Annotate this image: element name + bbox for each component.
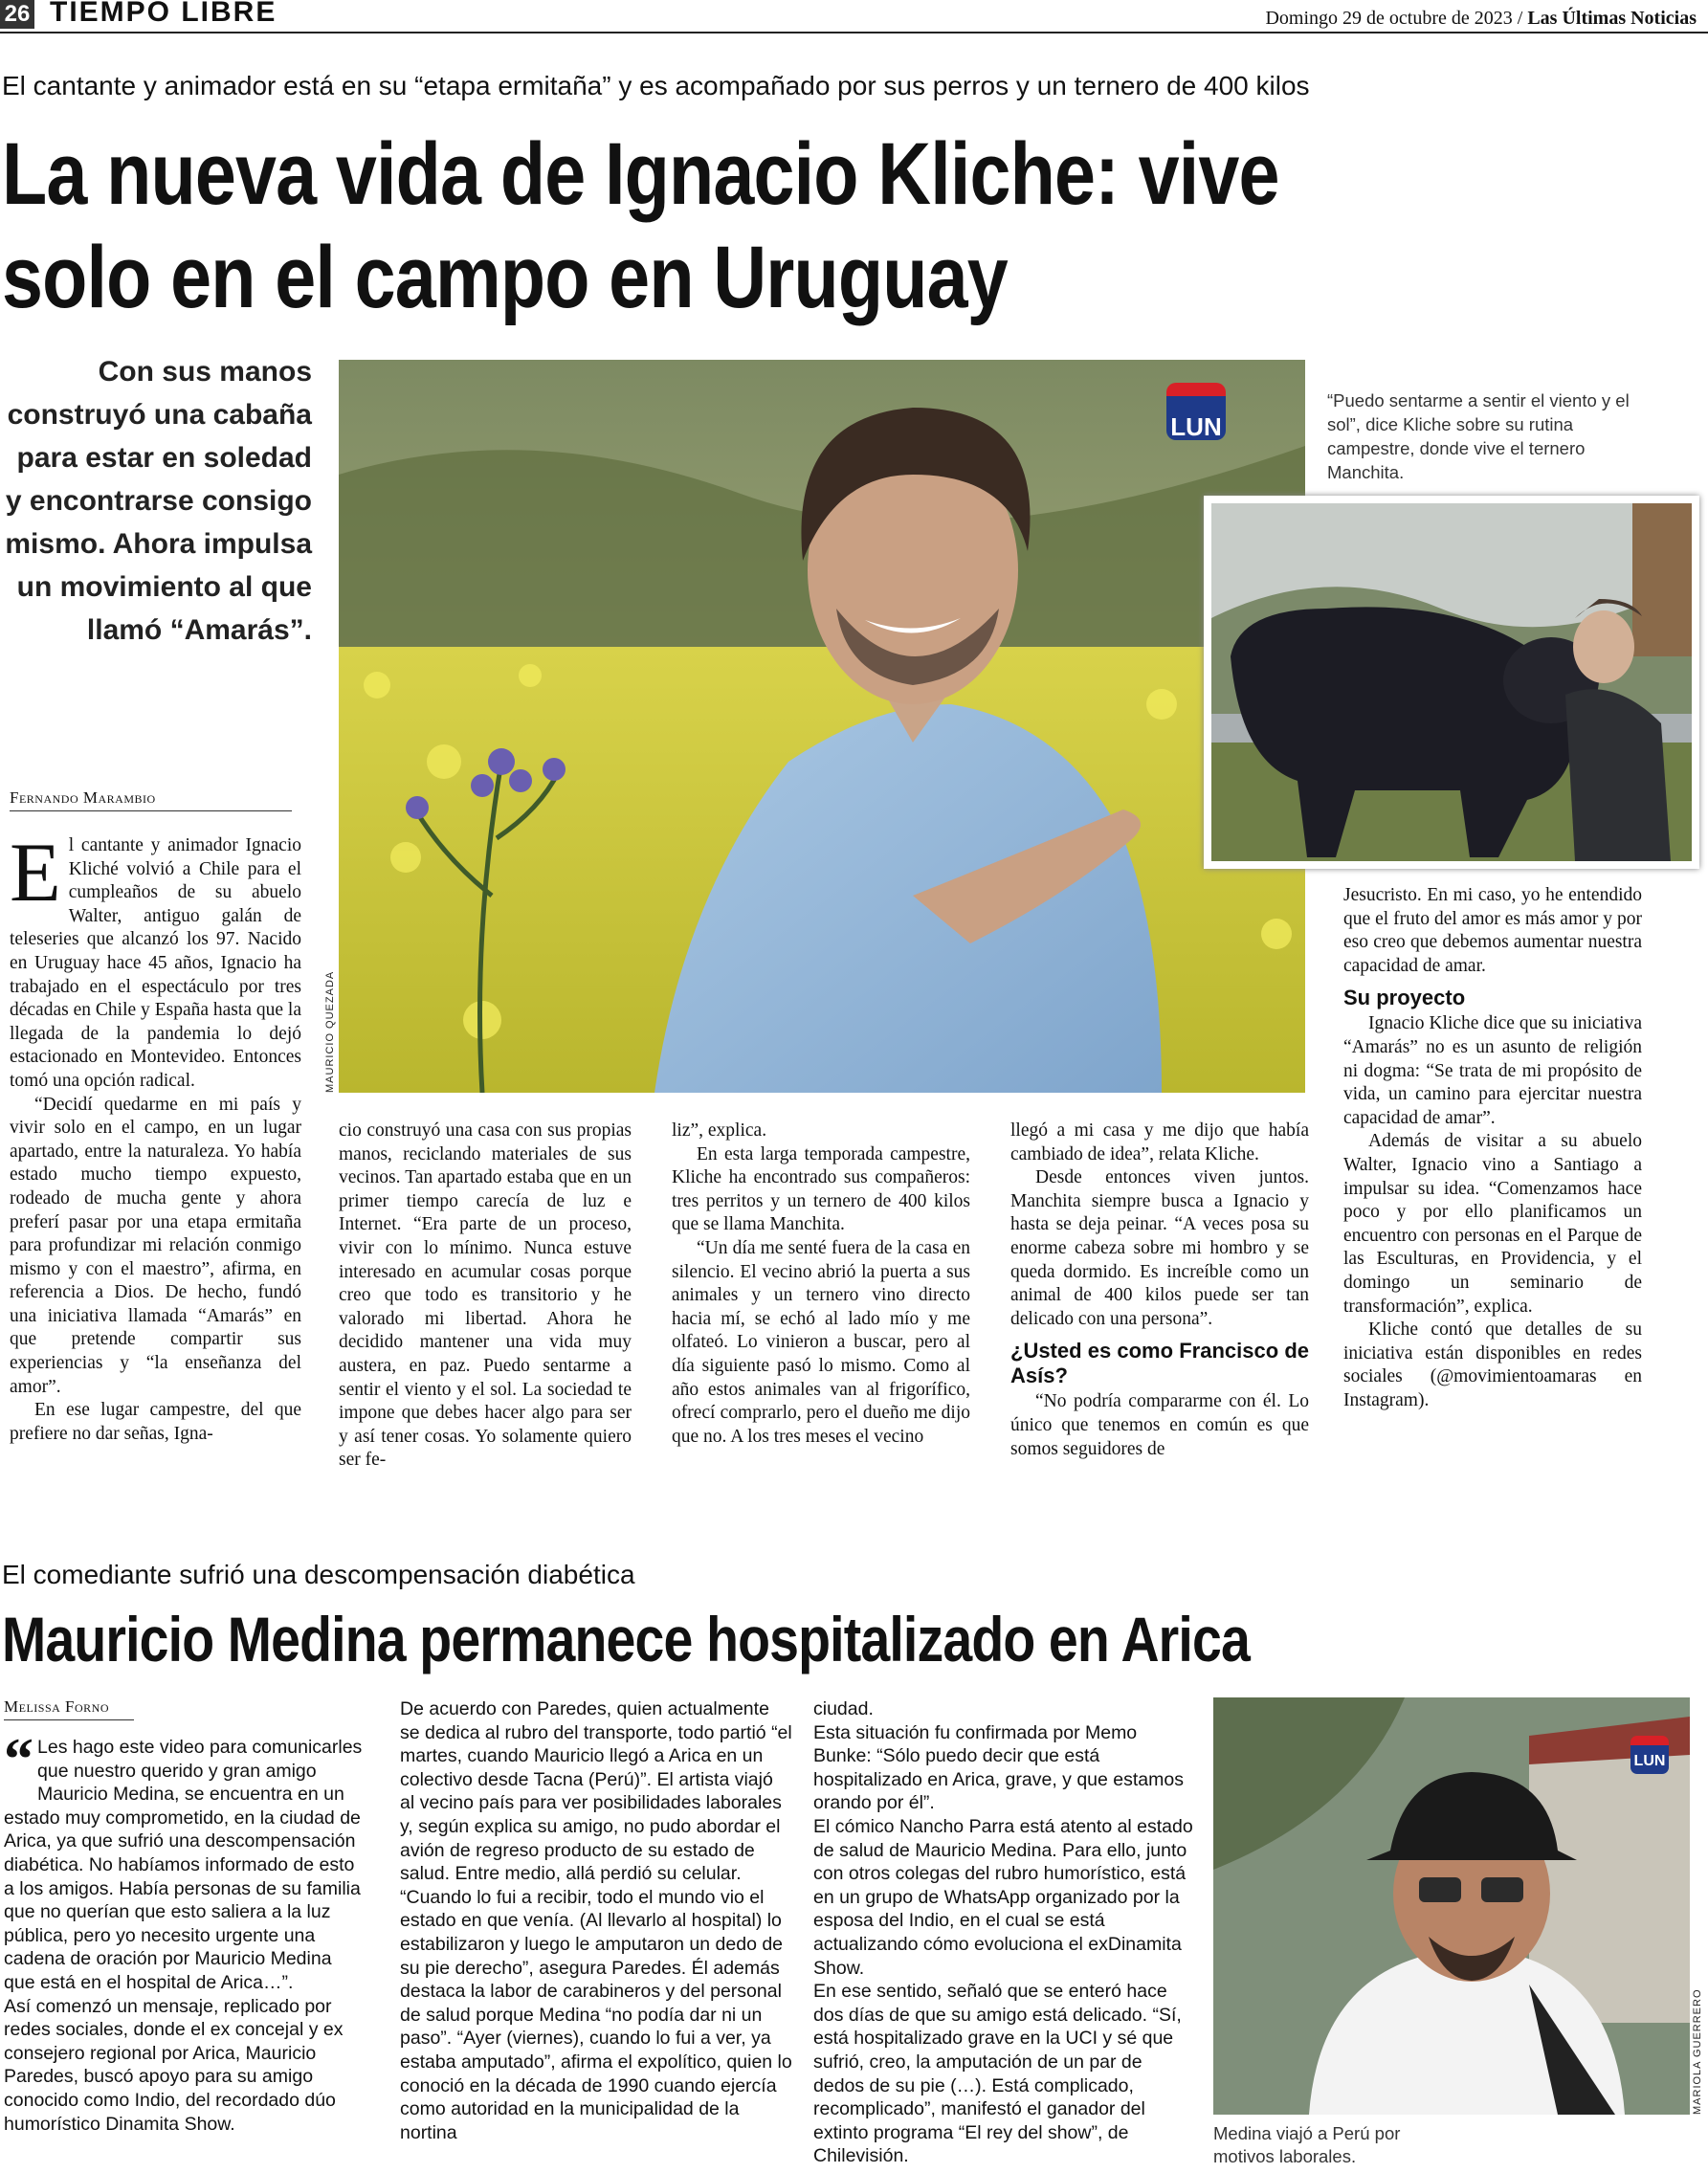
newspaper-name: Las Últimas Noticias xyxy=(1527,8,1697,29)
article2-col2-paragraph: “Cuando lo fui a recibir, todo el mundo vio el estado en que venía. (Al llevarlo al hospital) lo estabilizaron y luego le amputaron un dedo de su pie derecho”, asegura Paredes. Él además destaca la labor de carabineros y del personal de salud porque Medina “no podía dar ni un paso”. “Ayer (viernes), cuando lo fui a ver, ya estaba amputado”, afirma el expolítico, quien lo conoció en la década de 1990 cuando ejercía como autoridad en la municipalidad de la nortina xyxy=(400,1886,792,2143)
article1-col2-paragraph: cio construyó una casa con sus propias manos, reciclando materiales de sus vecinos. Tan apartado estaba que en un primer tiempo carecía de luz e Internet. “Era parte de un proceso, vivir con lo mínimo. Nunca estuve interesado en acumular cosas porque creo que todo es transitorio y he valorado mi libertad. Ahora he decidido mantener una vida muy austera, en paz. Puedo sentarme a sentir el viento y el sol. La sociedad te impone que debes hacer algo para ser y así tener cosas. Yo solamente quiero ser fe- xyxy=(339,1120,632,1471)
article1-column-2 xyxy=(339,1120,632,1504)
article1-col5-paragraph: Ignacio Kliche dice que su iniciativa “Amarás” no es un asunto de religión ni dogma: “Se trata de mi propósito de vida, un camino para ejercitar nuestra capacidad de amar”. xyxy=(1343,1013,1642,1128)
medina-photo-credit: MARIOLA GUERRERO xyxy=(1692,1988,1703,2115)
page-number: 26 xyxy=(0,0,34,29)
article2-column-2 xyxy=(400,1697,792,2170)
article2-col3-paragraph: El cómico Nancho Parra está atento al estado de salud de Mauricio Medina. Para ello, junto con otros colegas del rubro humorístico, está en un grupo de WhatsApp organizado por la esposa del Indio, en el cual se está actualizando cómo evoluciona el exDinamita Show. xyxy=(813,1815,1193,1979)
main-photo xyxy=(339,360,1305,1093)
article1-headline-line2: solo en el campo en Uruguay xyxy=(2,229,1008,326)
calf-photo-illustration xyxy=(1211,503,1692,861)
article2-col3-paragraph: ciudad. xyxy=(813,1698,874,1719)
article2-col1-paragraph: Así comenzó un mensaje, replicado por redes sociales, donde el ex concejal y ex consejero regional por Arica, Mauricio Paredes, buscó apoyo para su amigo conocido como Indio, del recordado dúo humorístico Dinamita Show. xyxy=(4,1995,344,2135)
article1-col4-paragraph: Desde entonces viven juntos. Manchita siempre busca a Ignacio y hasta se deja peinar. “A veces posa su enorme cabeza sobre mi hombro y se queda dormido. Es increíble como un animal de 400 kilos puede ser tan delicado con una persona”. xyxy=(1010,1167,1309,1329)
main-photo-credit: MAURICIO QUEZADA xyxy=(324,970,336,1093)
medina-photo-illustration xyxy=(1213,1697,1690,2115)
article2-col3-paragraph: Esta situación fu confirmada por Memo Bunke: “Sólo puedo decir que está hospitalizado en Arica, grave, y que estamos orando por él”. xyxy=(813,1721,1184,1814)
article1-col1-paragraph: En ese lugar campestre, del que prefiere no dar señas, Igna- xyxy=(10,1400,301,1444)
article1-dropcap: E xyxy=(10,834,61,920)
article1-col1-paragraph: “Decidí quedarme en mi país y vivir solo en el campo, en un lugar apartado, entre la naturaleza. Yo había estado mucho tiempo expuesto, rodeado de mucha gente y ahora preferí pasar por una etapa ermitaña para profundizar mi relación conmigo mismo y con el maestro”, afirma, en referencia a Dios. De hecho, fundó una iniciativa llamada “Amarás” en que pretende compartir sus experiencias y “la enseñanza del amor”. xyxy=(10,1094,301,1397)
date-separator: / xyxy=(1517,8,1523,29)
article1-column-3 xyxy=(672,1120,970,1504)
article1-column-1 xyxy=(10,834,301,1504)
article1-subhead-proyecto: Su proyecto xyxy=(1343,986,1466,1010)
article2-quote-mark: “ xyxy=(4,1736,33,1792)
article1-headline-line1: La nueva vida de Ignacio Kliche: vive xyxy=(2,125,1279,223)
article1-col4-paragraph: llegó a mi casa y me dijo que había cambiado de idea”, relata Kliche. xyxy=(1010,1120,1309,1164)
calf-photo xyxy=(1204,496,1699,869)
medina-photo xyxy=(1213,1697,1690,2115)
article2-caption: Medina viajó a Perú por motivos laborales. xyxy=(1213,2123,1401,2166)
lun-logo-badge: LUN xyxy=(1166,383,1226,440)
dateline xyxy=(1265,8,1697,30)
article2-col1-paragraph: Les hago este video para comunicarles que nuestro querido y gran amigo Mauricio Medina, se encuentra en un estado muy comprometido, en la ciudad de Arica, ya que sufrió una descompensación diabética. No habíamos informado de esto a los amigos. Había personas de su familia que no querían que esto saliera a la luz pública, pero yo necesito urgente una cadena de oración por Mauricio Medina que está en el hospital de Arica…”. xyxy=(4,1737,363,1993)
article1-col3-paragraph: liz”, explica. xyxy=(672,1120,767,1141)
article2-col3-paragraph: En ese sentido, señaló que se enteró hace dos días de que su amigo está delicado. “Sí, está hospitalizado grave en la UCI y sé que sufrió, creo, la amputación de un par de dedos de su pie (…). Está complicado, recomplicado”, manifestó el ganador del extinto programa “El rey del show”, de Chilevisión. xyxy=(813,1981,1182,2167)
article2-column-3 xyxy=(813,1697,1194,2170)
article1-col3-paragraph: En esta larga temporada campestre, Kliche ha encontrado sus compañeros: tres perritos y un ternero de 400 kilos que se llama Manchita. xyxy=(672,1143,970,1235)
article2-col2-paragraph: De acuerdo con Paredes, quien actualmente se dedica al rubro del transporte, todo partió “el martes, cuando Mauricio llegó a Arica en un colectivo desde Tacna (Perú)”. El artista viajó al vecino país para ver posibilidades laborales y, según explica su amigo, no pudo abordar el avión de regreso producto de su estado de salud. Entre medio, allá perdió su celular. xyxy=(400,1698,792,1885)
article1-subhead-francisco: ¿Usted es como Francisco de Asís? xyxy=(1010,1339,1309,1388)
article1-column-4 xyxy=(1010,1120,1309,1504)
main-photo-illustration xyxy=(339,360,1305,1093)
article2-column-1 xyxy=(4,1736,367,2168)
article1-col1-paragraph: l cantante y animador Ignacio Kliché volvió a Chile para el cumpleaños de su abuelo Walter, antiguo galán de teleseries que alcanzó los 97. Nacido en Uruguay hace 45 años, Ignacio ha trabajado en el espectáculo por tres décadas en Chile y España hasta que la llegada de la pandemia lo dejó estacionado en Montevideo. Entonces tomó una opción radical. xyxy=(10,835,301,1091)
article1-col5-paragraph: Kliche contó que detalles de su iniciativa están disponibles en redes sociales (@movimientoamaras en Instagram). xyxy=(1343,1319,1642,1410)
section-title: TIEMPO LIBRE xyxy=(50,0,277,28)
article1-byline: Fernando Marambio xyxy=(10,788,292,811)
article1-col5-paragraph: Además de visitar a su abuelo Walter, Ignacio vino a Santiago a impulsar su idea. “Comenzamos hace poco y por ello planificamos un encuentro con personas en el Parque de las Esculturas, en Providencia, y el domingo un seminario de transformación”, explica. xyxy=(1343,1131,1642,1317)
article1-caption: “Puedo sentarme a sentir el viento y el sol”, dice Kliche sobre su rutina campestre, donde vive el ternero Manchita. xyxy=(1327,390,1630,482)
article1-kicker: El cantante y animador está en su “etapa ermitaña” y es acompañado por sus perros y un ternero de 400 kilos xyxy=(2,71,1310,100)
article2-kicker: El comediante sufrió una descompensación diabética xyxy=(2,1560,635,1589)
article2-headline: Mauricio Medina permanece hospitalizado en Arica xyxy=(2,1604,1250,1674)
article1-col3-paragraph: “Un día me senté fuera de la casa en silencio. El vecino abrió la puerta a sus animales y un ternero vino directo hacia mí, se echó al lado mío y me olfateó. Lo vinieron a buscar, pero al día siguiente pasó lo mismo. Como al año estos animales van al frigorífico, ofrecí comprarlo, pero el dueño me dijo que no. A los tres meses el vecino xyxy=(672,1237,970,1447)
article1-column-5 xyxy=(1343,884,1642,1506)
article1-deck: Con sus manos construyó una cabaña para estar en soledad y encontrarse consigo mismo. Ahora impulsa un movimiento al que llamó “Amarás”. xyxy=(5,356,312,646)
article1-col4-paragraph: “No podría compararme con él. Lo único que tenemos en común es que somos seguidores de xyxy=(1010,1391,1309,1459)
lun-logo-badge-small: LUN xyxy=(1630,1736,1669,1774)
issue-date: Domingo 29 de octubre de 2023 xyxy=(1265,8,1513,29)
article2-byline: Melissa Forno xyxy=(4,1697,134,1720)
header-rule xyxy=(0,32,1708,33)
article1-col5-paragraph: Jesucristo. En mi caso, yo he entendido que el fruto del amor es más amor y por eso creo que debemos aumentar nuestra capacidad de amar. xyxy=(1343,885,1642,976)
